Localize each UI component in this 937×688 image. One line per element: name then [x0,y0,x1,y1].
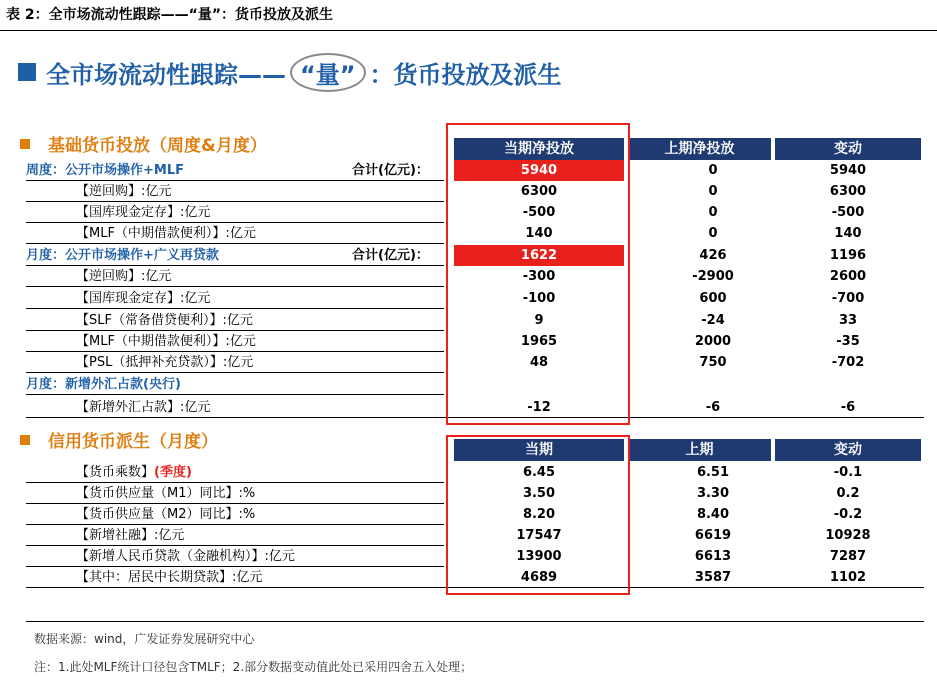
cell-change: -700 [831,291,865,306]
s2-header-previous: 上期 [628,439,771,461]
cell-current: 3.50 [522,486,556,501]
page-title [18,52,562,92]
row-label: 【国库现金定存】:亿元 [76,291,211,306]
cell-change: -0.1 [833,465,863,480]
fx-label: 月度：新增外汇占款(央行) [26,377,181,392]
s1-header-current: 当期净投放 [454,138,624,160]
cell-previous: 8.40 [696,507,730,522]
weekly-total-label: 合计(亿元)： [352,163,429,178]
cell-current: 4689 [520,570,558,585]
row-label: 【其中：居民中长期贷款】:亿元 [76,570,263,585]
weekly-label: 周度：公开市场操作+MLF [26,163,184,178]
row-label: 【国库现金定存】:亿元 [76,205,211,220]
cell-previous: -2900 [692,269,734,284]
row-label: 【新增外汇占款】:亿元 [76,400,211,415]
section2-title [20,427,218,452]
cell-current: 9 [534,313,544,328]
data-source: 数据来源：wind，广发证券发展研究中心 [34,632,255,646]
cell-change: 140 [834,226,862,241]
footer-divider [26,621,924,622]
weekly-total-previous: 0 [708,163,718,178]
cell-change: 2600 [829,269,867,284]
weekly-total-current: 5940 [454,160,624,181]
table-caption: 表 2：全市场流动性跟踪——“量”：货币投放及派生 [6,7,334,23]
cell-change: -702 [831,355,865,370]
caption-divider [0,30,937,31]
cell-change: 33 [838,313,858,328]
row-label: 【SLF（常备借贷便利）】:亿元 [76,313,253,328]
cell-change: -6 [840,400,856,415]
section2-title-text: 信用货币派生（月度） [48,432,218,452]
cell-current: 6300 [520,184,558,199]
s1-header-previous: 上期净投放 [628,138,771,160]
title-circled-word: “量” [290,53,366,92]
cell-previous: 0 [708,226,718,241]
monthly-label: 月度：公开市场操作+广义再贷款 [26,248,219,263]
cell-current: 8.20 [522,507,556,522]
cell-previous: -24 [701,313,725,328]
cell-current: -100 [522,291,556,306]
cell-current: -300 [522,269,556,284]
cell-previous: 2000 [694,334,732,349]
row-label: 【逆回购】:亿元 [76,269,172,284]
section1-title-text: 基础货币投放（周度&月度） [48,136,267,156]
quarterly-tag: (季度) [154,465,192,480]
section1-title [20,131,267,156]
cell-current: 48 [529,355,549,370]
cell-previous: 3587 [694,570,732,585]
row-label: 【新增人民币贷款（金融机构）】:亿元 [76,549,295,564]
s2-header-current: 当期 [454,439,624,461]
cell-change: -0.2 [833,507,863,522]
cell-previous: 0 [708,205,718,220]
row-label: 【货币供应量（M2）同比】:% [76,507,256,522]
s1-header-change: 变动 [775,138,921,160]
monthly-total-change: 1196 [829,248,867,263]
cell-previous: 6619 [694,528,732,543]
cell-current: 17547 [516,528,562,543]
row-label: 【逆回购】:亿元 [76,184,172,199]
cell-current: -12 [527,400,551,415]
cell-current: 140 [525,226,553,241]
cell-previous: 600 [699,291,727,306]
cell-change: 7287 [829,549,867,564]
cell-change: -500 [831,205,865,220]
cell-previous: 6613 [694,549,732,564]
footnote: 注：1.此处MLF统计口径包含TMLF；2.部分数据变动值此处已采用四舍五入处理； [34,660,473,674]
cell-previous: 3.30 [696,486,730,501]
current-column-highlight-box-2 [446,435,630,595]
cell-change: 1102 [829,570,867,585]
monthly-total-current: 1622 [454,245,624,266]
row-label: 【货币供应量（M1）同比】:% [76,486,256,501]
title-prefix: 全市场流动性跟踪—— [46,60,286,89]
cell-previous: 750 [699,355,727,370]
orange-square-icon [20,139,30,149]
title-suffix: ：货币投放及派生 [369,60,562,89]
row-label: 【新增社融】:亿元 [76,528,185,543]
monthly-total-label: 合计(亿元)： [352,248,429,263]
orange-square-icon [20,435,30,445]
row-label: 【MLF（中期借款便利）】:亿元 [76,334,256,349]
cell-change: 10928 [825,528,871,543]
row-label: 【MLF（中期借款便利）】:亿元 [76,226,256,241]
s2-header-change: 变动 [775,439,921,461]
cell-previous: 0 [708,184,718,199]
cell-change: -35 [836,334,860,349]
cell-previous: 6.51 [696,465,730,480]
cell-previous: -6 [705,400,721,415]
cell-current: -500 [522,205,556,220]
current-column-highlight-box [446,123,630,425]
row-label: 【货币乘数】(季度) [76,465,192,480]
monthly-total-previous: 426 [699,248,727,263]
weekly-total-change: 5940 [829,163,867,178]
cell-change: 0.2 [836,486,860,501]
row-label: 【PSL（抵押补充贷款）】:亿元 [76,355,254,370]
cell-current: 6.45 [522,465,556,480]
cell-change: 6300 [829,184,867,199]
cell-current: 1965 [520,334,558,349]
cell-current: 13900 [516,549,562,564]
square-bullet-icon [18,63,36,81]
